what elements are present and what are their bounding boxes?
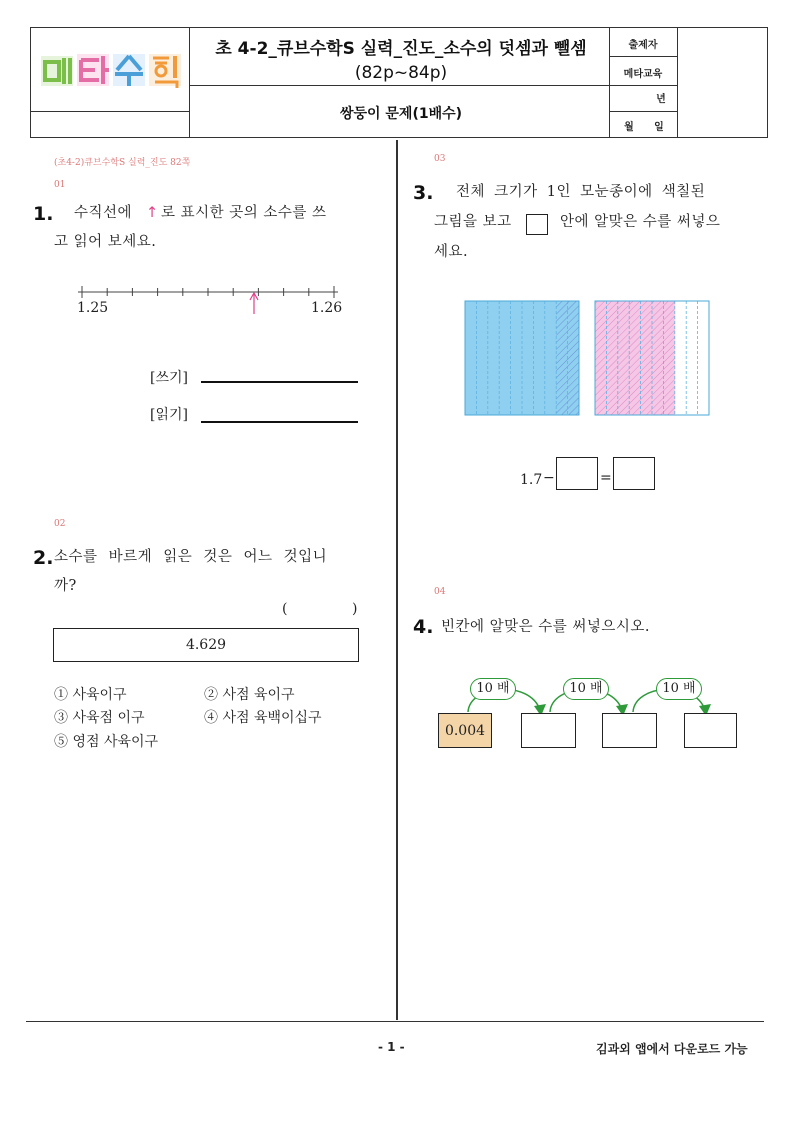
q3-number: 3. (413, 182, 434, 204)
q2-text-a: 소수를 바르게 읽은 것은 어느 것입니 (54, 549, 328, 565)
eq-equals: = (600, 470, 612, 486)
number-line-end: 1.26 (311, 300, 343, 316)
header-divider (609, 111, 677, 112)
author-label: 출제자 (628, 40, 658, 51)
q2-text-b: 까? (54, 578, 77, 594)
year-label: 년 (656, 94, 666, 105)
header-divider (189, 85, 609, 86)
header-divider (189, 28, 190, 137)
times-ten-label-1: 10 배 (470, 678, 516, 700)
header-divider (677, 28, 678, 137)
q3-answer-box-1[interactable] (556, 457, 598, 490)
author-value: 메타교육 (623, 69, 663, 80)
q3-text-b1: 그림을 보고 (434, 214, 512, 230)
day-label: 일 (654, 122, 664, 133)
grid-figure (464, 300, 712, 418)
header-divider (31, 111, 189, 112)
q2-value: 4.629 (185, 637, 227, 653)
header-table (30, 27, 768, 138)
q3-answer-box-2[interactable] (613, 457, 655, 490)
eq-left-value: 1.7 (520, 472, 543, 488)
column-divider (396, 140, 398, 1020)
q4-answer-box-3[interactable] (684, 713, 737, 748)
q2-tag: 02 (54, 519, 66, 529)
q2-number: 2. (33, 547, 54, 569)
write-answer-line[interactable] (201, 381, 358, 383)
write-label: [쓰기] (150, 370, 188, 386)
choice-4[interactable]: ④ 사점 육백이십구 (204, 710, 322, 726)
choice-3[interactable]: ③ 사육점 이구 (54, 710, 145, 726)
q1-text-c: 고 읽어 보세요. (54, 234, 157, 250)
metamath-logo (37, 46, 187, 92)
q4-number: 4. (413, 616, 434, 638)
q4-answer-box-2[interactable] (602, 713, 657, 748)
q4-tag: 04 (434, 587, 446, 597)
q1-text-b: 로 표시한 곳의 소수를 쓰 (161, 205, 327, 221)
q1-number: 1. (33, 203, 54, 225)
number-line-start: 1.25 (77, 300, 109, 316)
choice-1[interactable]: ① 사육이구 (54, 687, 127, 703)
q2-value-box (53, 628, 359, 662)
header-divider (609, 85, 677, 86)
month-label: 월 (624, 122, 634, 133)
source-note: (초4-2)큐브수학S 실력_진도 82쪽 (54, 158, 191, 168)
times-ten-label-3: 10 배 (656, 678, 702, 700)
q2-answer-field[interactable] (292, 599, 350, 619)
start-value: 0.004 (444, 723, 486, 739)
q3-text-b2: 안에 알맞은 수를 써넣으 (560, 214, 721, 230)
q1-tag: 01 (54, 180, 66, 190)
choice-5[interactable]: ⑤ 영점 사육이구 (54, 734, 159, 750)
read-label: [읽기] (150, 407, 188, 423)
choice-2[interactable]: ② 사점 육이구 (204, 687, 295, 703)
times-ten-label-2: 10 배 (563, 678, 609, 700)
doc-title-pages: (82p~84p) (354, 63, 448, 83)
download-note: 김과외 앱에서 다운로드 가능 (596, 1042, 748, 1056)
footer-rule (26, 1021, 764, 1022)
q3-text-a: 전체 크기가 1인 모눈종이에 색칠된 (456, 184, 706, 200)
q4-text: 빈칸에 알맞은 수를 써넣으시오. (441, 619, 651, 635)
inline-blank-box-icon (526, 214, 548, 235)
header-divider (609, 56, 677, 57)
q3-tag: 03 (434, 154, 446, 164)
number-line (74, 280, 346, 320)
answer-paren-close: ) (352, 601, 358, 617)
start-value-box (438, 713, 492, 748)
read-answer-line[interactable] (201, 421, 358, 423)
q4-answer-box-1[interactable] (521, 713, 576, 748)
page-number: - 1 - (378, 1040, 405, 1054)
up-arrow-icon: ↑ (146, 205, 159, 221)
eq-minus: − (543, 470, 555, 486)
q3-text-c: 세요. (434, 244, 469, 260)
q1-text-a: 수직선에 (74, 205, 133, 221)
doc-title: 초 4-2_큐브수학S 실력_진도_소수의 덧셈과 뺄셈 (215, 39, 587, 59)
doc-subtitle: 쌍둥이 문제(1배수) (339, 106, 463, 122)
answer-paren-open: ( (282, 601, 288, 617)
